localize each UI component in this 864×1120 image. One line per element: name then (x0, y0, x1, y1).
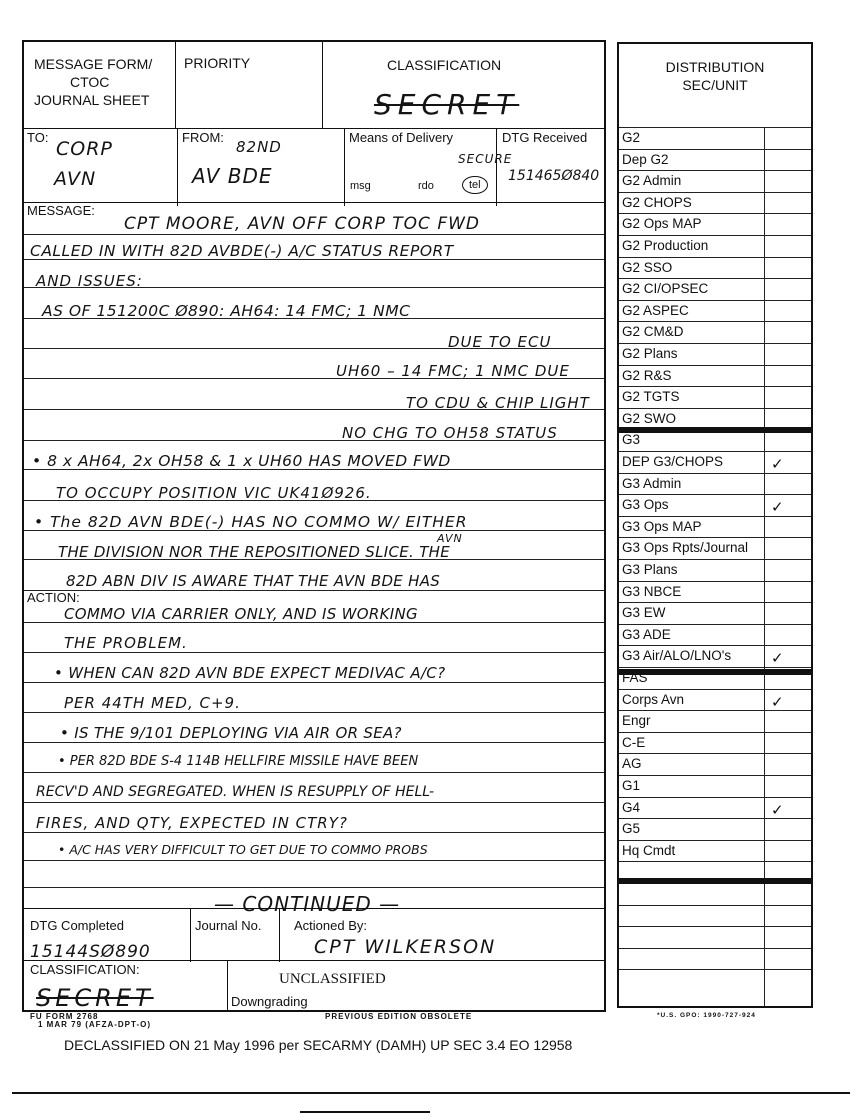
actioned-value: CPT WILKERSON (314, 936, 497, 958)
divider (175, 42, 176, 128)
distribution-row-label: FAS (622, 670, 648, 685)
message-line: TO OCCUPY POSITION VIC UK41Ø926. (56, 484, 372, 502)
divider (227, 960, 228, 1010)
distribution-row-label: G3 Plans (622, 562, 678, 577)
distribution-row (619, 213, 811, 235)
distribution-row (619, 926, 811, 948)
ruled-line (24, 832, 604, 833)
dtg-completed-value: 15144SØ890 (30, 942, 151, 962)
distribution-row (619, 602, 811, 624)
distribution-row-label: G1 (622, 778, 641, 793)
distribution-row-label: G5 (622, 821, 641, 837)
divider (190, 908, 191, 962)
distribution-row-check: ✓ (771, 649, 784, 668)
distribution-panel (617, 42, 813, 1008)
distribution-row (619, 905, 811, 927)
form-title-line2: CTOC (70, 74, 110, 90)
message-line: PER 44TH MED, C+9. (64, 694, 241, 712)
distribution-row-check: ✓ (771, 455, 784, 473)
distribution-row-label: C-E (622, 734, 646, 750)
message-line: • The 82D AVN BDE(-) HAS NO COMMO W/ EITHER (34, 513, 468, 531)
distribution-row (619, 559, 811, 581)
message-line: 82D ABN DIV IS AWARE THAT THE AVN BDE HAS (66, 572, 441, 590)
distribution-row (619, 343, 811, 365)
distribution-row (619, 818, 811, 840)
message-line: • WHEN CAN 82D AVN BDE EXPECT MEDIVAC A/C? (54, 664, 446, 682)
classification-label: CLASSIFICATION (387, 57, 502, 73)
distribution-row-check: ✓ (771, 800, 784, 819)
distribution-row (619, 192, 811, 214)
distribution-row-label: G2 Plans (622, 346, 678, 361)
divider (177, 128, 178, 206)
distribution-row-label: G3 Admin (622, 475, 682, 491)
message-line: • A/C HAS VERY DIFFICULT TO GET DUE TO COMMO PROBS (58, 842, 428, 857)
distribution-row (619, 257, 811, 279)
downgrading-label: Downgrading (231, 994, 308, 1009)
distribution-row-label: G3 EW (622, 605, 666, 621)
dtg-received-value: 151465Ø840 (508, 168, 600, 184)
footer-classification-value: SECRET (36, 984, 154, 1012)
distribution-row (619, 732, 811, 754)
distribution-row (619, 451, 811, 473)
distribution-row-label: G3 NBCE (622, 583, 682, 599)
distribution-row-label: DEP G3/CHOPS (622, 454, 724, 469)
declassification-note: DECLASSIFIED ON 21 May 1996 per SECARMY (DAMH) UP SEC 3.4 EO 12958 (64, 1037, 573, 1053)
delivery-option-tel: tel (462, 176, 488, 194)
distribution-row-label: G2 Ops MAP (622, 216, 702, 232)
distribution-row (619, 753, 811, 775)
divider (24, 960, 604, 961)
delivery-option-rdo: rdo (418, 180, 434, 192)
distribution-row-label: G2 Admin (622, 173, 682, 189)
distribution-row (619, 689, 811, 711)
distribution-row (619, 170, 811, 192)
distribution-row-label: G3 (622, 432, 641, 448)
message-line: CALLED IN WITH 82D AVBDE(-) A/C STATUS REPORT (30, 242, 454, 260)
from-value-line2: AV BDE (192, 164, 273, 188)
actioned-label: Actioned By: (294, 918, 367, 933)
section-separator (619, 878, 811, 884)
message-line: TO CDU & CHIP LIGHT (406, 394, 590, 412)
message-line: AS OF 151200C Ø890: AH64: 14 FMC; 1 NMC (42, 302, 411, 320)
distribution-row-label: G2 CM&D (622, 324, 684, 340)
message-line: • 8 x AH64, 2x OH58 & 1 x UH60 HAS MOVED FWD (32, 452, 451, 470)
to-value-line2: AVN (54, 168, 97, 190)
unclassified-stamp: UNCLASSIFIED (279, 971, 386, 987)
to-label: TO: (27, 130, 49, 145)
priority-label: PRIORITY (184, 55, 251, 71)
distribution-row (619, 127, 811, 149)
form-title (34, 55, 152, 109)
delivery-label: Means of Delivery (349, 130, 454, 145)
distribution-row (619, 516, 811, 538)
distribution-row-label: G3 ADE (622, 626, 671, 642)
distribution-row (619, 645, 811, 667)
distribution-row-label: G2 SWO (622, 410, 677, 426)
form-number: FU FORM 2768 (30, 1012, 99, 1021)
message-form (22, 40, 606, 1012)
divider (496, 128, 497, 206)
ruled-line (24, 712, 604, 713)
distribution-row (619, 300, 811, 322)
distribution-row-label: G2 CHOPS (622, 194, 692, 210)
action-label: ACTION: (27, 590, 80, 605)
ruled-line (24, 234, 604, 235)
distribution-row-label: Hq Cmdt (622, 842, 676, 858)
from-value-line1: 82ND (236, 138, 282, 156)
distribution-title (619, 58, 811, 94)
distribution-row-label: G2 SSO (622, 259, 673, 275)
divider (24, 908, 604, 909)
message-line: THE PROBLEM. (64, 634, 188, 652)
bottom-rule (12, 1092, 850, 1094)
ruled-line (24, 802, 604, 803)
message-line: • IS THE 9/101 DEPLOYING VIA AIR OR SEA? (60, 724, 402, 742)
distribution-row (619, 883, 811, 905)
ruled-line (24, 772, 604, 773)
distribution-row-label: G3 Ops MAP (622, 518, 702, 534)
distribution-row-label: Engr (622, 713, 651, 729)
dtg-received-label: DTG Received (502, 130, 588, 145)
message-line: NO CHG TO OH58 STATUS (342, 424, 558, 442)
distribution-row-label: G3 Air/ALO/LNO's (622, 648, 732, 664)
dtg-completed-label: DTG Completed (30, 918, 124, 933)
distribution-row (619, 624, 811, 646)
distribution-row (619, 797, 811, 819)
message-line: • PER 82D BDE S-4 114B HELLFIRE MISSILE HAVE BEEN (58, 754, 419, 769)
distribution-row-label: AG (622, 756, 642, 772)
message-line: THE DIVISION NOR THE REPOSITIONED SLICE. THE (58, 543, 451, 561)
distribution-row-label: G2 Production (622, 238, 709, 253)
distribution-row-label: G3 Ops Rpts/Journal (622, 540, 749, 556)
distribution-row-label: G2 TGTS (622, 389, 680, 405)
distribution-row (619, 386, 811, 408)
message-line: DUE TO ECU (448, 333, 552, 351)
section-separator (619, 427, 811, 433)
bottom-rule-short (300, 1111, 430, 1113)
distribution-row-label: G2 R&S (622, 367, 672, 383)
distribution-row-check: ✓ (771, 692, 784, 711)
distribution-row-label: Corps Avn (622, 691, 685, 707)
distribution-row-check: ✓ (771, 498, 784, 517)
distribution-row-label: G2 ASPEC (622, 302, 689, 318)
ruled-line (24, 887, 604, 888)
gpo-note: *U.S. GPO: 1990-727-924 (657, 1012, 756, 1019)
footer-classification-label: CLASSIFICATION: (30, 962, 140, 977)
distribution-title-line1: DISTRIBUTION (665, 59, 765, 75)
divider (322, 42, 323, 128)
divider (279, 908, 280, 962)
distribution-row (619, 710, 811, 732)
distribution-title-line2: SEC/UNIT (682, 77, 748, 93)
divider (24, 128, 604, 129)
form-title-line3: JOURNAL SHEET (34, 92, 150, 108)
message-line: COMMO VIA CARRIER ONLY, AND IS WORKING (64, 605, 418, 623)
distribution-row (619, 321, 811, 343)
distribution-row-label: G2 (622, 130, 641, 145)
message-line: UH60 – 14 FMC; 1 NMC DUE (336, 362, 570, 380)
ruled-line (24, 860, 604, 861)
distribution-row (619, 278, 811, 300)
section-separator (619, 669, 811, 675)
distribution-row-label: G4 (622, 799, 641, 815)
distribution-row (619, 840, 811, 862)
distribution-row (619, 365, 811, 387)
message-label: MESSAGE: (27, 203, 95, 218)
message-line: RECV'D AND SEGREGATED. WHEN IS RESUPPLY OF HELL- (36, 784, 435, 800)
previous-edition-note: PREVIOUS EDITION OBSOLETE (325, 1012, 473, 1021)
form-title-line1: MESSAGE FORM/ (34, 56, 153, 72)
from-label: FROM: (182, 130, 224, 145)
journal-label: Journal No. (195, 918, 262, 933)
divider (24, 202, 604, 203)
distribution-row (619, 235, 811, 257)
distribution-row-label: Dep G2 (622, 151, 669, 167)
message-insert-avn: AVN (437, 532, 463, 545)
ruled-line (24, 682, 604, 683)
delivery-option-msg: msg (350, 180, 371, 192)
message-line: FIRES, AND QTY, EXPECTED IN CTRY? (36, 814, 348, 832)
message-line: CPT MOORE, AVN OFF CORP TOC FWD (124, 214, 481, 234)
distribution-row (619, 581, 811, 603)
delivery-handwritten: SECURE (458, 152, 513, 166)
ruled-line (24, 652, 604, 653)
distribution-row (619, 775, 811, 797)
distribution-row (619, 537, 811, 559)
form-date: 1 MAR 79 (AFZA-DPT-O) (38, 1020, 151, 1029)
ruled-line (24, 742, 604, 743)
distribution-row (619, 948, 811, 970)
continued-note: — CONTINUED — (214, 892, 401, 916)
to-value-line1: CORP (56, 138, 113, 160)
distribution-row (619, 494, 811, 516)
ruled-line (24, 590, 604, 591)
distribution-row-label: G2 CI/OPSEC (622, 281, 709, 297)
divider (344, 128, 345, 206)
message-line: AND ISSUES: (36, 272, 143, 290)
distribution-row (619, 473, 811, 495)
distribution-row-label: G3 Ops (622, 497, 669, 513)
distribution-row (619, 149, 811, 171)
classification-value: SECRET (374, 88, 520, 121)
distribution-row (619, 969, 811, 991)
